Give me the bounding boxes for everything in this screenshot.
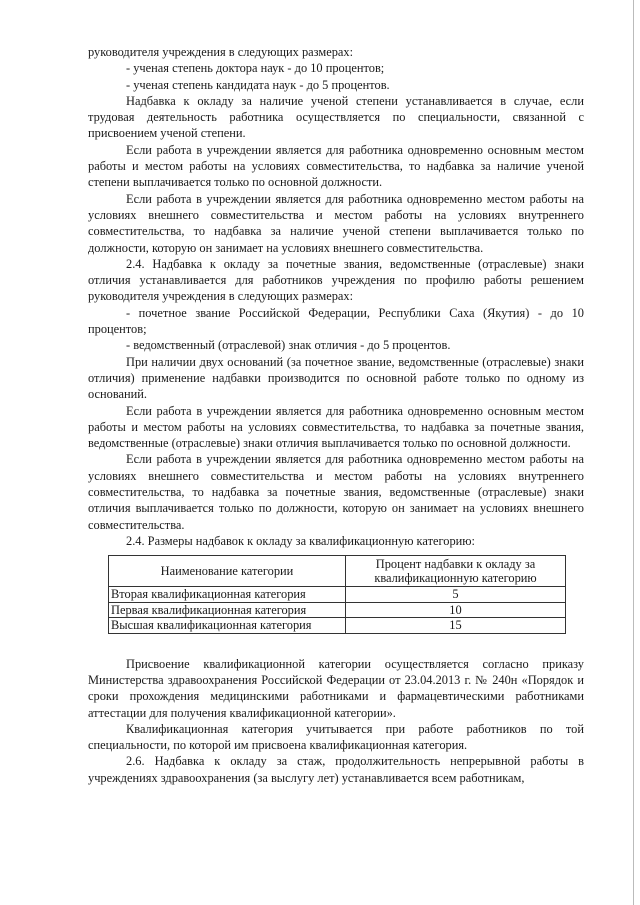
category-name-cell: Высшая квалификационная категория: [109, 618, 346, 634]
paragraph: При наличии двух оснований (за почетное звание, ведомственные (отраслевые) знаки отличия) применение надбавки производится по основной работе только по одному из оснований.: [88, 354, 584, 402]
body-text-top: [88, 44, 584, 549]
paragraph: - ученая степень кандидата наук - до 5 процентов.: [126, 77, 390, 92]
body-text-bottom: [88, 656, 584, 786]
paragraph: руководителя учреждения в следующих размерах:: [88, 45, 354, 59]
percent-cell: 5: [346, 587, 566, 603]
table-row: [109, 587, 566, 603]
paragraph: 2.4. Надбавка к окладу за почетные звания, ведомственные (отраслевые) знаки отличия устанавливается для работников учреждения по профилю работы решением руководителя учреждения в следующих размерах:: [88, 256, 584, 304]
header-category-name: Наименование категории: [109, 556, 346, 587]
page-edge-line: [633, 0, 634, 905]
qualification-category-table: [108, 555, 566, 634]
paragraph: - почетное звание Российской Федерации, Республики Саха (Якутия) - до 10 процентов;: [88, 305, 584, 337]
paragraph: - ученая степень доктора наук - до 10 процентов;: [126, 61, 385, 76]
paragraph: Если работа в учреждении является для работника одновременно основным местом работы и местом работы на условиях совместительства, то надбавка за наличие ученой степени выплачивается только по основной должности.: [88, 142, 584, 190]
percent-cell: 10: [346, 602, 566, 618]
paragraph: Если работа в учреждении является для работника одновременно основным местом работы и местом работы на условиях совместительства, то надбавка за почетные звания, ведомственные (отраслевые) знаки отличия выплачивается только по основной должности.: [88, 403, 584, 451]
category-name-cell: Вторая квалификационная категория: [109, 587, 346, 603]
paragraph: Присвоение квалификационной категории осуществляется согласно приказу Министерства здравоохранения Российской Федерации от 23.04.2013 г. № 240н «Порядок и сроки прохождения медицинскими работниками и фармацевтическими работниками аттестации для получения квалификационной категории».: [88, 656, 584, 720]
header-percent: Процент надбавки к окладу за квалификационную категорию: [346, 556, 566, 587]
paragraph: 2.6. Надбавка к окладу за стаж, продолжительность непрерывной работы в учреждениях здравоохранения (за выслугу лет) устанавливается всем работникам,: [88, 754, 584, 785]
paragraph: Надбавка к окладу за наличие ученой степени устанавливается в случае, если трудовая деятельность работника осуществляется по специальности, связанной с присвоением ученой степени.: [88, 93, 584, 141]
document-page: [88, 44, 584, 786]
paragraph: - ведомственный (отраслевой) знак отличия - до 5 процентов.: [126, 338, 451, 353]
category-name-cell: Первая квалификационная категория: [109, 602, 346, 618]
paragraph: Если работа в учреждении является для работника одновременно местом работы на условиях внешнего совместительства и местом работы на условиях внутреннего совместительства, то надбавка за почетные звания, ведомственные (отраслевые) знаки отличия выплачивается только по должности, которую он занимает на условиях внешнего совместительства.: [88, 452, 584, 532]
paragraph: 2.4. Размеры надбавок к окладу за квалификационную категорию:: [126, 533, 475, 548]
table-row: [109, 618, 566, 634]
table-row: [109, 602, 566, 618]
paragraph: Если работа в учреждении является для работника одновременно местом работы на условиях внешнего совместительства и местом работы на условиях внутреннего совместительства, то надбавка за наличие ученой степени выплачивается только по должности, которую он занимает на условиях внешнего совместительства.: [88, 191, 584, 255]
table-header-row: [109, 556, 566, 587]
percent-cell: 15: [346, 618, 566, 634]
paragraph: Квалификационная категория учитывается при работе работников по той специальности, по которой им присвоена квалификационная категория.: [88, 721, 584, 753]
